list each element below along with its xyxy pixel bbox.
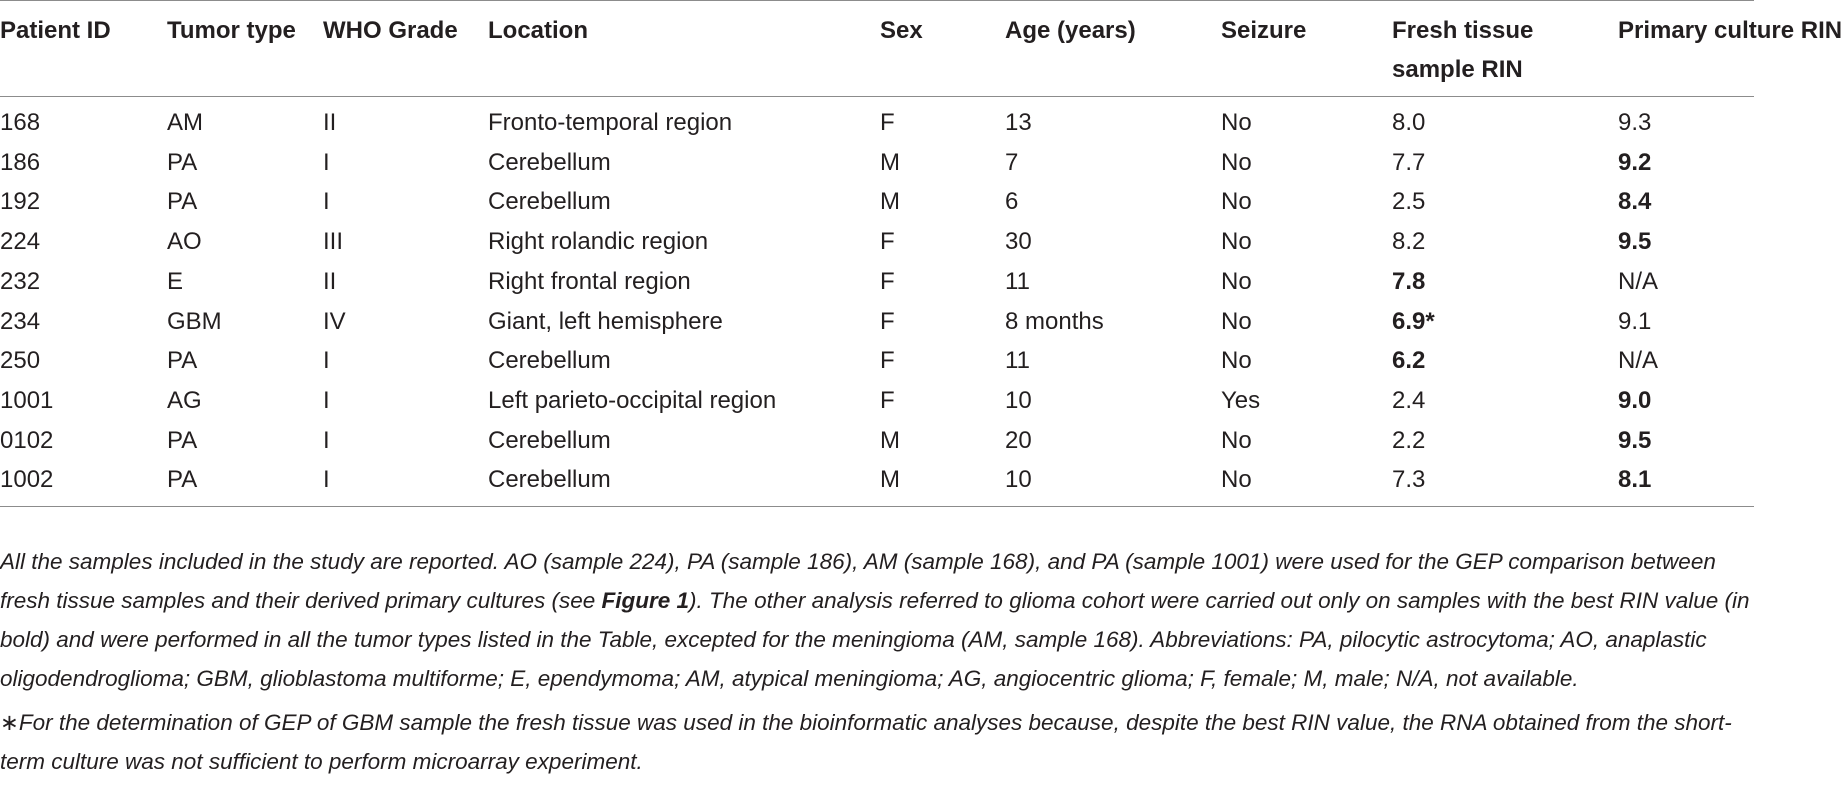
cell-primary-culture-rin: 9.0 <box>1618 386 1652 414</box>
cell-primary-culture-rin: N/A <box>1618 267 1659 295</box>
cell-primary-culture-rin: 9.5 <box>1618 228 1652 256</box>
cell-primary-culture-rin: 9.5 <box>1618 426 1652 454</box>
cell-sex: F <box>880 109 895 136</box>
cell-age: 8 months <box>1005 307 1104 335</box>
header-who-grade: WHO Grade <box>323 1 488 97</box>
cell-fresh-tissue-rin: 7.8 <box>1392 267 1426 295</box>
cell-sex: F <box>880 267 895 295</box>
cell-age: 6 <box>1005 188 1019 216</box>
cell-age: 11 <box>1005 267 1030 295</box>
header-location: Location <box>488 1 880 97</box>
header-seizure: Seizure <box>1221 1 1392 97</box>
cell-who-grade: I <box>323 188 330 216</box>
cell-age: 30 <box>1005 228 1032 256</box>
cell-patient-id: 224 <box>0 228 41 256</box>
cell-sex: F <box>880 228 895 256</box>
cell-seizure: No <box>1221 267 1252 295</box>
table-body <box>0 97 1754 507</box>
cell-patient-id: 234 <box>0 307 41 335</box>
cell-patient-id: 1002 <box>0 460 167 506</box>
header-patient-id: Patient ID <box>0 1 167 97</box>
table-row <box>0 381 1754 421</box>
cell-age: 20 <box>1005 426 1032 454</box>
cell-tumor-type: PA <box>167 188 198 216</box>
cell-sex: M <box>880 188 900 216</box>
cell-fresh-tissue-rin: 8.0 <box>1392 109 1426 136</box>
cell-location: Left parieto-occipital region <box>488 386 777 414</box>
cell-fresh-tissue-rin: 8.2 <box>1392 228 1426 256</box>
cell-tumor-type: PA <box>167 426 198 454</box>
cell-tumor-type: PA <box>167 347 198 375</box>
cell-location: Cerebellum <box>488 460 880 506</box>
cell-primary-culture-rin: 9.3 <box>1618 109 1652 136</box>
table-row <box>0 97 1754 143</box>
cell-sex: M <box>880 460 1005 506</box>
cell-location: Cerebellum <box>488 188 611 216</box>
cell-fresh-tissue-rin: 6.2 <box>1392 347 1426 375</box>
table-row <box>0 222 1754 262</box>
table-footnote: ∗For the determination of GEP of GBM sample the fresh tissue was used in the bioinformatic analyses because, despite the best RIN value, the RNA obtained from the short-term culture was not sufficient to perform microarray experiment. <box>0 710 1732 774</box>
cell-patient-id: 1001 <box>0 386 54 414</box>
cell-patient-id: 232 <box>0 267 41 295</box>
cell-age: 10 <box>1005 386 1032 414</box>
cell-fresh-tissue-rin: 7.3 <box>1392 460 1618 506</box>
cell-who-grade: II <box>323 109 337 136</box>
table-row <box>0 421 1754 461</box>
table-row <box>0 143 1754 183</box>
cell-primary-culture-rin: 8.1 <box>1618 460 1754 506</box>
cell-seizure: No <box>1221 307 1252 335</box>
cell-sex: F <box>880 307 895 335</box>
cell-seizure: No <box>1221 188 1252 216</box>
cell-patient-id: 250 <box>0 347 41 375</box>
table-header-row <box>0 1 1754 97</box>
cell-who-grade: III <box>323 228 344 256</box>
cell-sex: F <box>880 347 895 375</box>
cell-fresh-tissue-rin: 7.7 <box>1392 148 1426 176</box>
cell-age: 11 <box>1005 347 1030 375</box>
cell-patient-id: 186 <box>0 148 41 176</box>
cell-patient-id: 0102 <box>0 426 54 454</box>
cell-seizure: No <box>1221 426 1252 454</box>
cell-who-grade: II <box>323 267 337 295</box>
cell-location: Right rolandic region <box>488 228 709 256</box>
cell-location: Fronto-temporal region <box>488 109 733 136</box>
cell-who-grade: IV <box>323 307 346 335</box>
cell-sex: M <box>880 148 900 176</box>
caption-part-1: All the samples included in the study are reported. AO (sample 224), PA (sample 186), AM (sample 168), and PA (sample 1001) were used for the GEP comparison between fresh tissue samples and their derived primary cultures (see <box>0 549 1716 613</box>
caption-part-2: ). The other analysis referred to glioma cohort were carried out only on samples with the best RIN value (in bold) and were performed in all the tumor types listed in the Table, excepted for the meningioma (AM, sample 168). Abbreviations: PA, pilocytic astrocytoma; AO, anaplastic oligodendroglioma; GBM, glioblastoma multiforme; E, ependymoma; AM, atypical meningioma; AG, angiocentric glioma; F, female; M, male; N/A, not available. <box>0 588 1750 691</box>
cell-location: Cerebellum <box>488 347 611 375</box>
table-row <box>0 302 1754 342</box>
figure-1-reference[interactable]: Figure 1 <box>601 588 690 613</box>
table-row <box>0 262 1754 302</box>
cell-tumor-type: GBM <box>167 307 222 335</box>
header-sex: Sex <box>880 1 1005 97</box>
header-fresh-tissue-rin: Fresh tissue sample RIN <box>1392 1 1618 97</box>
cell-who-grade: I <box>323 148 330 176</box>
header-age: Age (years) <box>1005 1 1221 97</box>
table-caption <box>0 542 1754 698</box>
cell-seizure: No <box>1221 109 1252 136</box>
cell-sex: F <box>880 386 895 414</box>
cell-tumor-type: PA <box>167 148 198 176</box>
cell-who-grade: I <box>323 460 488 506</box>
cell-primary-culture-rin: 8.4 <box>1618 188 1652 216</box>
table-row <box>0 182 1754 222</box>
cell-who-grade: I <box>323 386 330 414</box>
cell-age: 13 <box>1005 109 1032 136</box>
cell-seizure: No <box>1221 148 1252 176</box>
cell-fresh-tissue-rin: 2.4 <box>1392 386 1426 414</box>
cell-location: Giant, left hemisphere <box>488 307 723 335</box>
header-primary-culture-rin: Primary culture RIN <box>1618 1 1754 97</box>
cell-patient-id: 192 <box>0 188 41 216</box>
cell-who-grade: I <box>323 347 330 375</box>
cell-primary-culture-rin: 9.1 <box>1618 307 1652 335</box>
cell-primary-culture-rin: N/A <box>1618 347 1659 375</box>
cell-who-grade: I <box>323 426 330 454</box>
cell-tumor-type: AG <box>167 386 202 414</box>
table-row <box>0 341 1754 381</box>
cell-seizure: Yes <box>1221 386 1261 414</box>
header-tumor-type: Tumor type <box>167 1 323 97</box>
cell-location: Cerebellum <box>488 426 611 454</box>
cell-sex: M <box>880 426 900 454</box>
cell-tumor-type: AO <box>167 228 202 256</box>
cell-fresh-tissue-rin: 6.9* <box>1392 307 1435 335</box>
cell-seizure: No <box>1221 347 1252 375</box>
table-notes <box>0 542 1754 781</box>
cell-location: Right frontal region <box>488 267 691 295</box>
cell-tumor-type: PA <box>167 460 323 506</box>
cell-fresh-tissue-rin: 2.5 <box>1392 188 1426 216</box>
cell-age: 7 <box>1005 148 1019 176</box>
cell-seizure: No <box>1221 460 1392 506</box>
cell-age: 10 <box>1005 460 1221 506</box>
cell-tumor-type: E <box>167 267 184 295</box>
cell-fresh-tissue-rin: 2.2 <box>1392 426 1426 454</box>
cell-primary-culture-rin: 9.2 <box>1618 148 1652 176</box>
cell-tumor-type: AM <box>167 109 203 136</box>
cell-patient-id: 168 <box>0 109 41 136</box>
cell-seizure: No <box>1221 228 1252 256</box>
cell-location: Cerebellum <box>488 148 611 176</box>
table-row <box>0 460 1754 506</box>
